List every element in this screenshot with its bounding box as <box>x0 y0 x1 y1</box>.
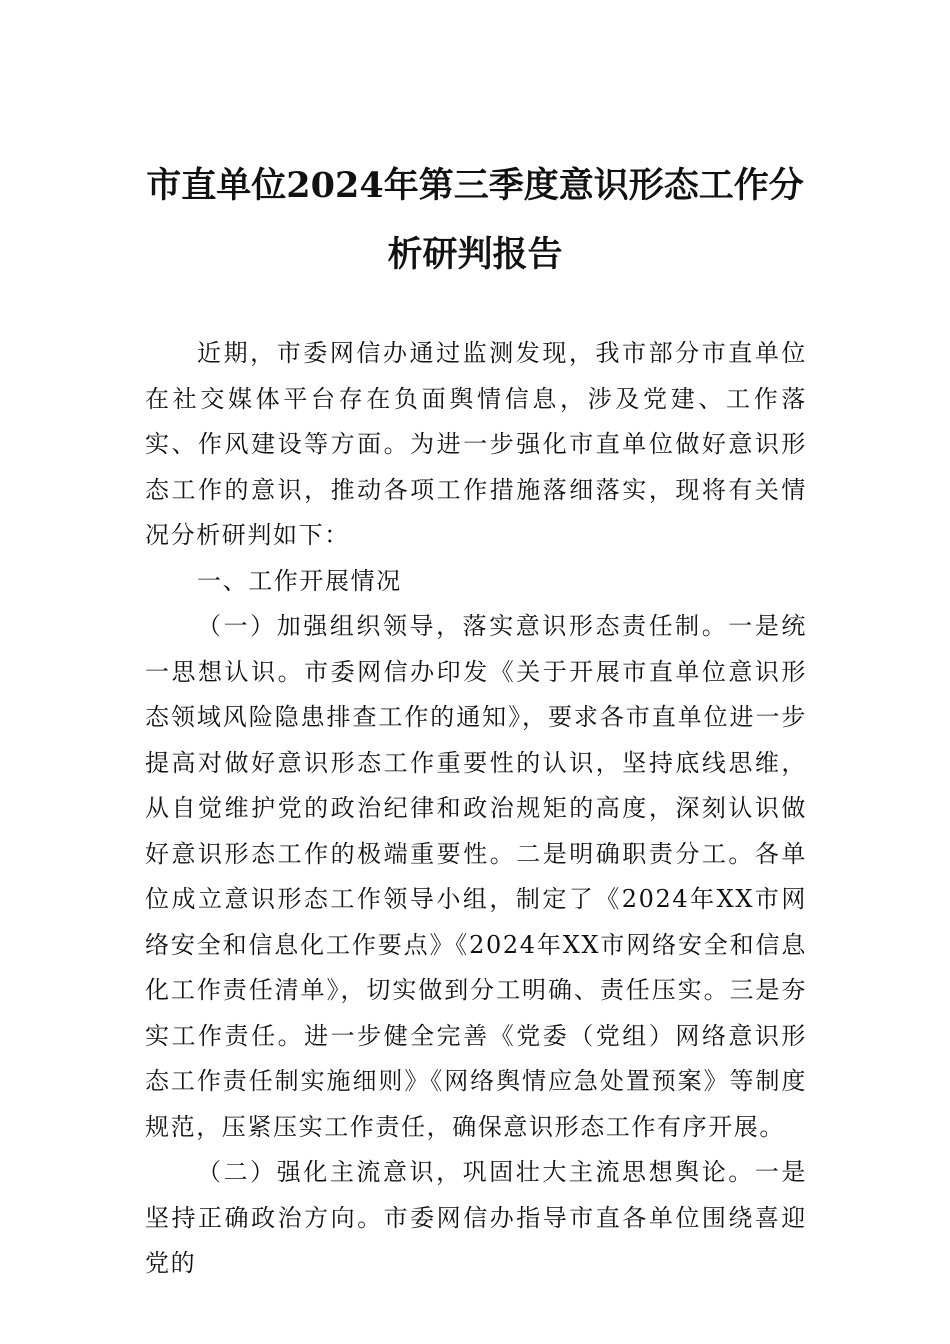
section-1-paragraph-2: （二）强化主流意识，巩固壮大主流思想舆论。一是坚持正确政治方向。市委网信办指导市直各单位围绕喜迎党的 <box>145 1158 807 1277</box>
document-title-line-1: 市直单位2024年第三季度意识形态工作分 <box>146 165 804 206</box>
document-body <box>145 331 807 1287</box>
section-heading-1: 一、工作开展情况 <box>197 566 402 595</box>
section-1-paragraph-1: （一）加强组织领导，落实意识形态责任制。一是统一思想认识。市委网信办印发《关于开展市直单位意识形态领域风险隐患排查工作的通知》，要求各市直单位进一步提高对做好意识形态工作重要性的认识，坚持底线思维，从自觉维护党的政治纪律和政治规矩的高度，深刻认识做好意识形态工作的极端重要性。二是明确职责分工。各单位成立意识形态工作领导小组，制定了《2024年XX市网络安全和信息化工作要点》《2024年XX市网络安全和信息化工作责任清单》，切实做到分工明确、责任压实。三是夯实工作责任。进一步健全完善《党委（党组）网络意识形态工作责任制实施细则》《网络舆情应急处置预案》等制度规范，压紧压实工作责任，确保意识形态工作有序开展。 <box>145 612 807 1141</box>
intro-paragraph: 近期，市委网信办通过监测发现，我市部分市直单位在社交媒体平台存在负面舆情信息，涉及党建、工作落实、作风建设等方面。为进一步强化市直单位做好意识形态工作的意识，推动各项工作措施落细落实，现将有关情况分析研判如下： <box>145 339 807 549</box>
document-title-line-2: 析研判报告 <box>387 234 563 275</box>
